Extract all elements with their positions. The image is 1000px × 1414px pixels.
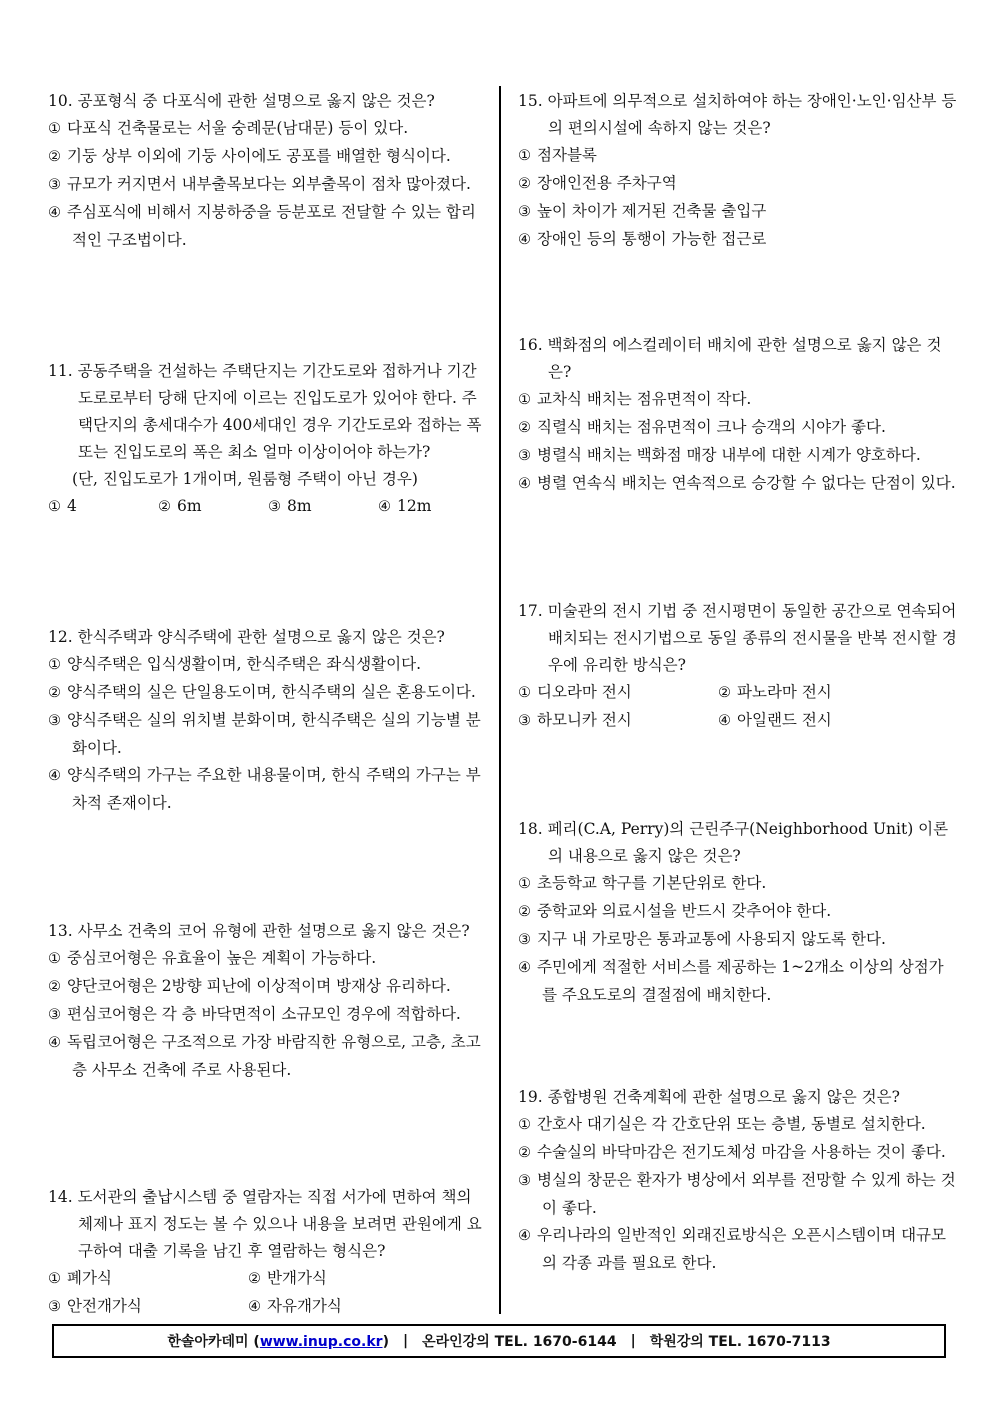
question-11: [48, 358, 488, 521]
option-number: ②: [518, 904, 531, 920]
question-stem: 15. 아파트에 의무적으로 설치하여야 하는 장애인·노인·임산부 등의 편의시설에 속하지 않는 것은?: [518, 92, 957, 137]
option-text: 교차식 배치는 점유면적이 작다.: [537, 390, 752, 408]
option-text: 양단코어형은 2방향 피난에 이상적이며 방재상 유리하다.: [67, 977, 451, 995]
option: [48, 707, 488, 762]
option-text: 우리나라의 일반적인 외래진료방식은 오픈시스템이며 대규모의 각종 과를 필요로 한다.: [537, 1226, 947, 1272]
option-text: 6m: [177, 497, 202, 515]
option-number: ③: [48, 1007, 61, 1023]
option-number: ④: [518, 232, 531, 248]
option: [518, 1167, 958, 1222]
option-text: 4: [67, 497, 77, 515]
options-row: [518, 707, 958, 735]
option-text: 양식주택의 가구는 주요한 내용물이며, 한식 주택의 가구는 부차적 존재이다.: [67, 766, 481, 812]
option-number: ①: [48, 657, 61, 673]
option-text: 직렬식 배치는 점유면적이 크나 승객의 시야가 좋다.: [537, 418, 886, 436]
option: [48, 1029, 488, 1084]
option: [518, 707, 718, 735]
option: [518, 142, 958, 170]
option-number: ④: [48, 1035, 61, 1051]
option-text: 디오라마 전시: [537, 683, 632, 701]
option: [48, 115, 488, 143]
option-number: ①: [48, 951, 61, 967]
question-10: [48, 88, 488, 254]
option-text: 자유개가식: [267, 1297, 342, 1315]
option: [718, 679, 918, 707]
question-stem: 16. 백화점의 에스컬레이터 배치에 관한 설명으로 옳지 않은 것은?: [518, 336, 942, 381]
option: [48, 1001, 488, 1029]
option: [378, 493, 488, 521]
options-row: [48, 493, 488, 521]
option-text: 수술실의 바닥마감은 전기도체성 마감을 사용하는 것이 좋다.: [537, 1143, 946, 1161]
question-stem: 11. 공동주택을 건설하는 주택단지는 기간도로와 접하거나 기간도로로부터 당해 단지에 이르는 진입도로가 있어야 한다. 주택단지의 총세대수가 400세대인 경우 기간도로와 접하는 폭 또는 진입도로의 폭은 최소 얼마 이상이어야 하는가?: [48, 362, 482, 461]
option-text: 지구 내 가로망은 통과교통에 사용되지 않도록 한다.: [537, 930, 886, 948]
question-stem: 12. 한식주택과 양식주택에 관한 설명으로 옳지 않은 것은?: [48, 628, 445, 646]
option-text: 양식주택은 실의 위치별 분화이며, 한식주택은 실의 기능별 분화이다.: [67, 711, 481, 757]
option: [248, 1265, 448, 1293]
option-text: 점자블록: [537, 146, 597, 164]
question-14: [48, 1184, 488, 1321]
option-text: 파노라마 전시: [737, 683, 832, 701]
option: [518, 170, 958, 198]
option: [48, 199, 488, 254]
option-number: ①: [518, 876, 531, 892]
question-stem: 18. 페리(C.A, Perry)의 근린주구(Neighborhood Unit) 이론의 내용으로 옳지 않은 것은?: [518, 820, 949, 865]
option: [48, 945, 488, 973]
option: [518, 1139, 958, 1167]
option: [268, 493, 378, 521]
option-number: ②: [518, 176, 531, 192]
option-number: ②: [718, 685, 731, 701]
option: [718, 707, 918, 735]
option-number: ③: [268, 499, 281, 515]
options-row: [48, 1293, 488, 1321]
option-number: ②: [158, 499, 171, 515]
option: [518, 414, 958, 442]
option-number: ①: [518, 392, 531, 408]
option: [518, 926, 958, 954]
option-text: 병실의 창문은 환자가 병상에서 외부를 전망할 수 있게 하는 것이 좋다.: [537, 1171, 956, 1217]
option: [48, 679, 488, 707]
option: [48, 762, 488, 817]
option-text: 주민에게 적절한 서비스를 제공하는 1~2개소 이상의 상점가를 주요도로의 결절점에 배치한다.: [537, 958, 944, 1004]
option: [518, 470, 958, 498]
option-text: 높이 차이가 제거된 건축물 출입구: [537, 202, 767, 220]
option: [48, 1265, 248, 1293]
option: [48, 493, 158, 521]
option-text: 반개가식: [267, 1269, 327, 1287]
option-text: 하모니카 전시: [537, 711, 632, 729]
option-number: ④: [378, 499, 391, 515]
academy-website-link[interactable]: www.inup.co.kr: [259, 1334, 383, 1350]
options-row: [48, 1265, 488, 1293]
option: [158, 493, 268, 521]
option-number: ③: [518, 448, 531, 464]
option: [518, 226, 958, 254]
option-number: ③: [48, 1299, 61, 1315]
question-19: [518, 1084, 958, 1277]
option-number: ④: [248, 1299, 261, 1315]
option-text: 규모가 커지면서 내부출목보다는 외부출목이 점차 많아졌다.: [67, 175, 471, 193]
option-text: 다포식 건축물로는 서울 숭례문(남대문) 등이 있다.: [67, 119, 409, 137]
column-divider: [499, 86, 501, 1314]
question-15: [518, 88, 958, 254]
question-stem: 10. 공포형식 중 다포식에 관한 설명으로 옳지 않은 것은?: [48, 92, 435, 110]
option-number: ④: [518, 1228, 531, 1244]
option-number: ④: [718, 713, 731, 729]
option: [248, 1293, 448, 1321]
option-text: 편심코어형은 각 층 바닥면적이 소규모인 경우에 적합하다.: [67, 1005, 461, 1023]
option-text: 주심포식에 비해서 지붕하중을 등분포로 전달할 수 있는 합리적인 구조법이다.: [67, 203, 476, 249]
option-number: ②: [48, 979, 61, 995]
option-number: ④: [48, 768, 61, 784]
question-12: [48, 624, 488, 817]
option-number: ①: [518, 1117, 531, 1133]
option-text: 폐가식: [67, 1269, 112, 1287]
option-number: ②: [248, 1271, 261, 1287]
question-17: [518, 598, 958, 735]
option: [518, 198, 958, 226]
footer-bar: [52, 1324, 946, 1358]
question-stem: 14. 도서관의 출납시스템 중 열람자는 직접 서가에 면하여 책의 체제나 표지 정도는 볼 수 있으나 내용을 보려면 관원에게 요구하여 대출 기록을 남긴 후 열람하는 형식은?: [48, 1188, 482, 1260]
option-text: 간호사 대기실은 각 간호단위 또는 층별, 동별로 설치한다.: [537, 1115, 926, 1133]
question-18: [518, 816, 958, 1009]
option-number: ③: [518, 932, 531, 948]
question-stem: 19. 종합병원 건축계획에 관한 설명으로 옳지 않은 것은?: [518, 1088, 900, 1106]
option: [48, 171, 488, 199]
option-text: 양식주택은 입식생활이며, 한식주택은 좌식생활이다.: [67, 655, 422, 673]
option: [48, 143, 488, 171]
option-text: 기둥 상부 이외에 기둥 사이에도 공포를 배열한 형식이다.: [67, 147, 451, 165]
option-number: ④: [518, 960, 531, 976]
academy-label: 한솔아카데미: [167, 1334, 249, 1350]
option-number: ①: [518, 685, 531, 701]
question-note: (단, 진입도로가 1개이며, 원룸형 주택이 아닌 경우): [72, 470, 418, 488]
online-phone: 온라인강의 TEL. 1670-6144: [422, 1334, 617, 1350]
option-number: ②: [518, 420, 531, 436]
academy-name: 한솔아카데미 (www.inup.co.kr): [167, 1334, 389, 1350]
option-text: 장애인 등의 통행이 가능한 접근로: [537, 230, 767, 248]
option: [518, 898, 958, 926]
option-text: 안전개가식: [67, 1297, 142, 1315]
option-number: ③: [48, 713, 61, 729]
option: [518, 870, 958, 898]
option-text: 아일랜드 전시: [737, 711, 832, 729]
option-number: ②: [48, 149, 61, 165]
option-number: ④: [518, 476, 531, 492]
option-number: ③: [48, 177, 61, 193]
option-text: 병렬식 배치는 백화점 매장 내부에 대한 시계가 양호하다.: [537, 446, 921, 464]
option-number: ①: [518, 148, 531, 164]
option-text: 12m: [397, 497, 432, 515]
option: [518, 386, 958, 414]
option-number: ①: [48, 1271, 61, 1287]
option-number: ①: [48, 121, 61, 137]
option-text: 중학교와 의료시설을 반드시 갖추어야 한다.: [537, 902, 832, 920]
option: [518, 1222, 958, 1277]
option: [48, 651, 488, 679]
option-text: 독립코어형은 구조적으로 가장 바람직한 유형으로, 고층, 초고층 사무소 건축에 주로 사용된다.: [67, 1033, 481, 1079]
option-number: ③: [518, 1173, 531, 1189]
option-number: ④: [48, 205, 61, 221]
footer-separator: |: [630, 1333, 636, 1349]
option-text: 초등학교 학구를 기본단위로 한다.: [537, 874, 767, 892]
option: [48, 1293, 248, 1321]
option-text: 병렬 연속식 배치는 연속적으로 승강할 수 없다는 단점이 있다.: [537, 474, 956, 492]
options-row: [518, 679, 958, 707]
offline-phone: 학원강의 TEL. 1670-7113: [649, 1334, 831, 1350]
question-stem: 13. 사무소 건축의 코어 유형에 관한 설명으로 옳지 않은 것은?: [48, 922, 470, 940]
footer-separator: |: [402, 1333, 409, 1349]
option-text: 장애인전용 주차구역: [537, 174, 677, 192]
question-stem: 17. 미술관의 전시 기법 중 전시평면이 동일한 공간으로 연속되어 배치되는 전시기법으로 동일 종류의 전시물을 반복 전시할 경우에 유리한 방식은?: [518, 602, 957, 674]
option: [518, 679, 718, 707]
option-text: 양식주택의 실은 단일용도이며, 한식주택의 실은 혼용도이다.: [67, 683, 476, 701]
option-text: 8m: [287, 497, 312, 515]
option-number: ③: [518, 713, 531, 729]
option: [48, 973, 488, 1001]
option: [518, 442, 958, 470]
option: [518, 1111, 958, 1139]
option-number: ①: [48, 499, 61, 515]
option: [518, 954, 958, 1009]
question-16: [518, 332, 958, 498]
option-number: ②: [48, 685, 61, 701]
option-number: ②: [518, 1145, 531, 1161]
option-number: ③: [518, 204, 531, 220]
option-text: 중심코어형은 유효율이 높은 계획이 가능하다.: [67, 949, 377, 967]
question-13: [48, 918, 488, 1084]
